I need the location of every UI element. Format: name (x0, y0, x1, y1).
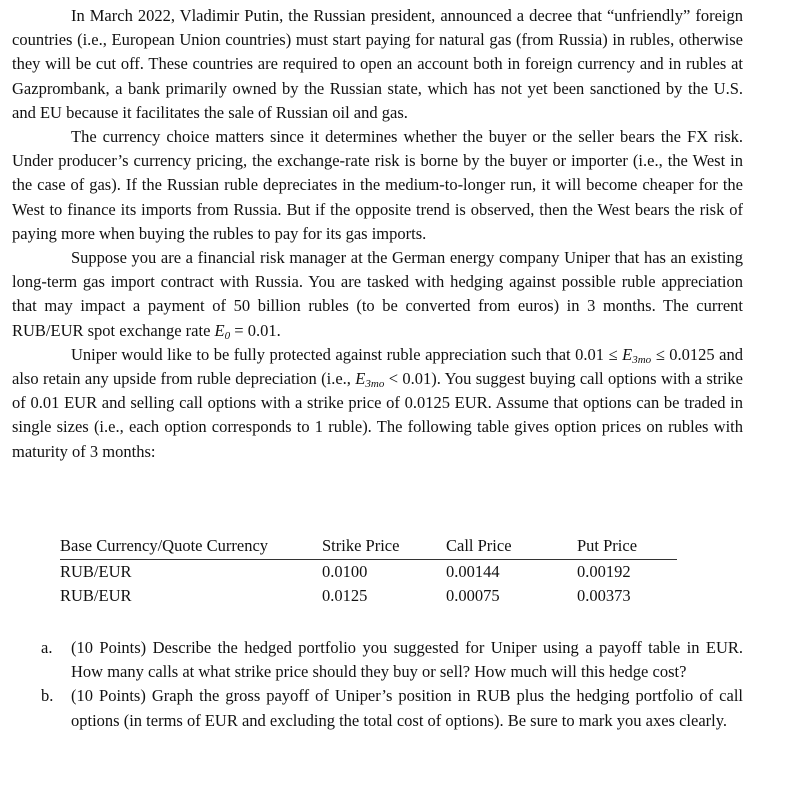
paragraph-4-part-c: < 0.01). You suggest buying call options with a strike of 0.01 EUR and selling call options with a strike price of 0.0125 EUR. Assume that options can be traded in single sizes (i.e., each option corresponds to 1 ruble). The following table gives option prices on rubles with maturity of 3 months: (12, 369, 744, 461)
table-row (60, 559, 677, 584)
header-call-price: Call Price (446, 534, 577, 559)
question-a-marker: a. (41, 638, 53, 657)
table-header-row (60, 534, 677, 559)
paragraph-3 (12, 246, 743, 343)
question-list (41, 636, 743, 733)
question-b (41, 684, 743, 732)
question-a-text: (10 Points) Describe the hedged portfolio you suggested for Uniper using a payoff table in EUR. How many calls at what strike price should they buy or sell? How much will this hedge cost? (71, 638, 743, 682)
option-prices-table (60, 534, 677, 609)
question-a (41, 636, 743, 684)
question-b-marker: b. (41, 686, 54, 706)
future-rate-symbol-1: $E_{3mo}$ (622, 344, 652, 366)
table-cell: 0.00373 (577, 586, 631, 606)
paragraph-1: In March 2022, Vladimir Putin, the Russian president, announced a decree that “unfriendly” foreign countries (i.e., European Union countries) must start paying for natural gas (from Russia) in rubles, otherwise they will be cut off. These countries are required to open an account both in foreign currency and in rubles at Gazprombank, a bank primarily owned by the Russian state, which has not yet been sanctioned by the U.S. and EU because it facilitates the sale of Russian oil and gas. (12, 6, 743, 122)
paragraph-4 (12, 343, 743, 464)
table-cell: 0.0125 (322, 586, 368, 606)
document-body (12, 4, 743, 464)
table-cell: RUB/EUR (60, 586, 132, 606)
header-currency-pair: Base Currency/Quote Currency (60, 534, 322, 559)
paragraph-4-part-a: Uniper would like to be fully protected against ruble appreciation such that 0.01 ≤ (71, 344, 623, 364)
future-rate-symbol-2: $E_{3mo}$ (355, 369, 385, 391)
table-row (60, 584, 677, 609)
paragraph-4-part-b: ≤ 0.0125 and also retain any upside from ruble depreciation (i.e., (12, 344, 743, 389)
spot-rate-symbol: $E_0$ (214, 320, 231, 342)
paragraph-3-text: Suppose you are a financial risk manager at the German energy company Uniper that has an existing long-term gas import contract with Russia. You are tasked with hedging against possible ruble appreciation that may impact a payment of 50 billion rubles (to be converted from euros) in 3 months. The current RUB/EUR spot exchange rate (12, 248, 743, 340)
header-strike-price: Strike Price (322, 534, 446, 559)
table-cell: 0.0100 (322, 561, 368, 581)
table-cell: 0.00144 (446, 561, 500, 581)
table-cell: 0.00075 (446, 586, 500, 606)
table-cell: RUB/EUR (60, 561, 132, 581)
paragraph-2: The currency choice matters since it determines whether the buyer or the seller bears the FX risk. Under producer’s currency pricing, the exchange-rate risk is borne by the buyer or importer (i.e., the West in the case of gas). If the Russian ruble depreciates in the medium-to-longer run, it will become cheaper for the West to finance its imports from Russia. But if the opposite trend is observed, then the West bears the risk of paying more when buying the rubles to pay for its gas imports. (12, 127, 743, 243)
header-put-price: Put Price (577, 534, 677, 559)
spot-rate-value: = 0.01. (234, 320, 281, 340)
table-cell: 0.00192 (577, 561, 631, 581)
question-b-text: (10 Points) Graph the gross payoff of Uniper’s position in RUB plus the hedging portfolio of call options (in terms of EUR and excluding the total cost of options). Be sure to mark you axes clearly. (71, 686, 743, 730)
